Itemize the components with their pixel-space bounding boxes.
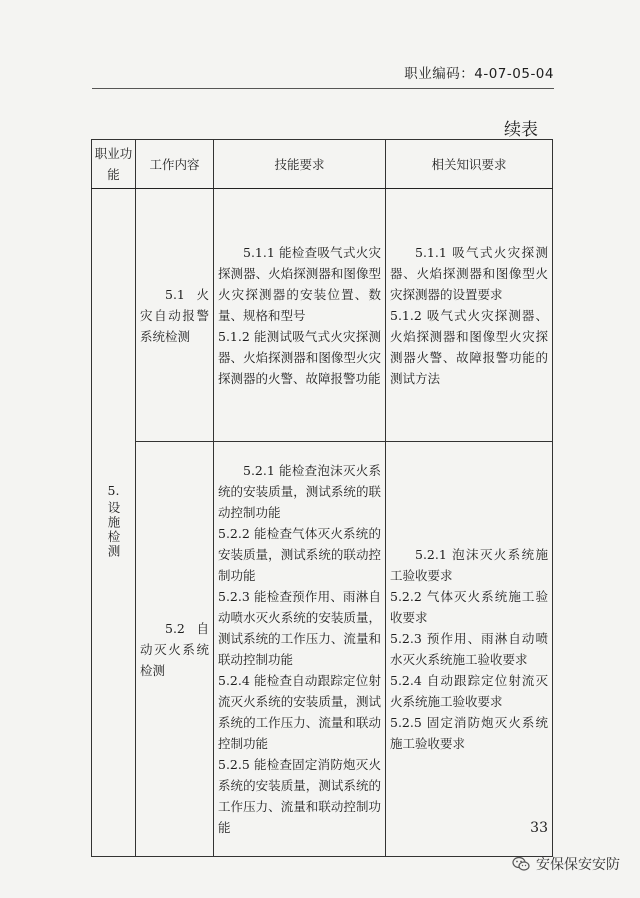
header-function: 职业功能	[92, 140, 136, 189]
header-work-content: 工作内容	[136, 140, 214, 189]
continued-label: 续表	[504, 120, 538, 140]
knowledge-text: 5.1.1 吸气式火灾探测器、火焰探测器和图像型火灾探测器的设置要求 5.1.2 吸气式火灾探测器、火焰探测器和图像型火灾探测器火警、故障报警功能的测试方法	[390, 244, 548, 386]
footer-brand	[512, 854, 620, 874]
knowledge-cell	[386, 189, 553, 442]
page-number: 33	[530, 820, 548, 836]
competency-table	[91, 139, 553, 857]
header-knowledge-requirements: 相关知识要求	[386, 140, 553, 189]
knowledge-text: 5.2.1 泡沫灭火系统施工验收要求 5.2.2 气体灭火系统施工验收要求 5.2.3 预作用、雨淋自动喷水灭火系统施工验收要求 5.2.4 自动跟踪定位射流灭火系统施工验收要求 5.2.5 固定消防炮灭火系统施工验收要求	[390, 547, 548, 751]
function-number: 5.	[107, 483, 120, 498]
occupation-code: 职业编码：4-07-05-04	[404, 66, 554, 82]
skill-cell	[214, 189, 386, 442]
function-cell	[92, 189, 136, 857]
footer-brand-name: 安保保安安防	[536, 857, 620, 873]
table-header-row	[92, 140, 553, 189]
function-name: 设施检测	[106, 501, 121, 559]
work-content-text: 5.1 火灾自动报警系统检测	[140, 286, 209, 344]
header-skill-requirements: 技能要求	[214, 140, 386, 189]
skill-text: 5.2.1 能检查泡沫灭火系统的安装质量，测试系统的联动控制功能 5.2.2 能检查气体灭火系统的安装质量，测试系统的联动控制功能 5.2.3 能检查预作用、雨淋自动喷水灭火系统的安装质量，测试系统的工作压力、流量和联动控制功能 5.2.4 能检查自动跟踪定位射流灭火系统的安装质量，测试系统的工作压力、流量和联动控制功能 5.2.5 能检查固定消防炮灭火系统的安装质量，测试系统的工作压力、流量和联动控制功能	[218, 463, 381, 835]
header-rule	[92, 88, 554, 89]
table-row	[92, 442, 553, 857]
work-content-text: 5.2 自动灭火系统检测	[140, 620, 209, 678]
skill-text: 5.1.1 能检查吸气式火灾探测器、火焰探测器和图像型火灾探测器的安装位置、数量、规格和型号 5.1.2 能测试吸气式火灾探测器、火焰探测器和图像型火灾探测器的火警、故障报警功能	[218, 244, 381, 386]
skill-cell	[214, 442, 386, 857]
work-content-cell	[136, 442, 214, 857]
wechat-icon	[512, 856, 530, 872]
work-content-cell	[136, 189, 214, 442]
table-row	[92, 189, 553, 442]
knowledge-cell	[386, 442, 553, 857]
